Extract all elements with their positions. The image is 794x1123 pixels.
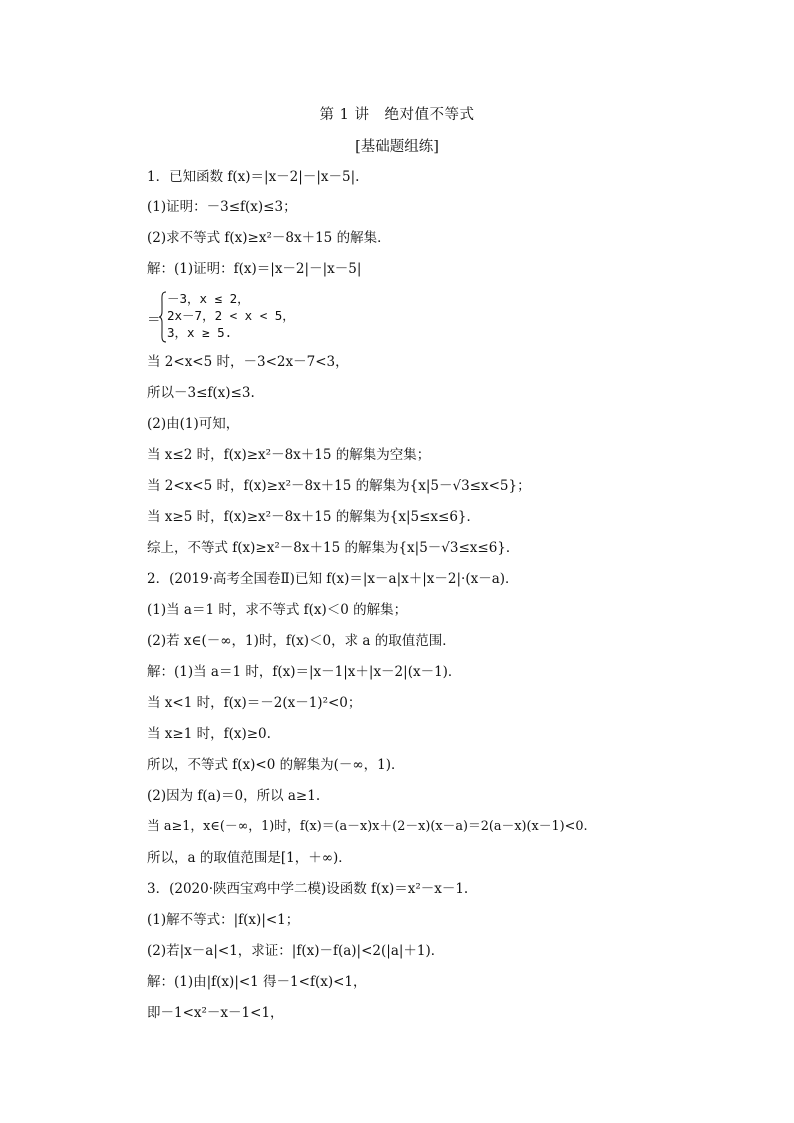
problem-1-part-2: (2)求不等式 f(x)≥x²－8x＋15 的解集． (147, 230, 391, 246)
solution-line: 当 x≤2 时，f(x)≥x²－8x＋15 的解集为空集； (147, 447, 431, 463)
problem-2-part-2: (2)若 x∈(－∞，1)时，f(x)＜0，求 a 的取值范围． (147, 633, 456, 649)
solution-line: 当 x<1 时，f(x)＝－2(x－1)²<0； (147, 695, 362, 711)
problem-1-part-1: (1)证明：－3≤f(x)≤3； (147, 199, 297, 215)
solution-line: (2)由(1)可知， (147, 416, 240, 432)
solution-1-line: 解：(1)证明：f(x)＝|x－2|－|x－5| (147, 261, 362, 277)
problem-1-statement: 1．已知函数 f(x)＝|x－2|－|x－5|. (147, 169, 360, 185)
section-subtitle: [基础题组练] (355, 139, 439, 155)
solution-line: 解：(1)由|f(x)|<1 得－1<f(x)<1， (147, 974, 367, 990)
solution-line: 当 2<x<5 时，－3<2x－7<3， (147, 354, 349, 370)
piecewise-function (147, 289, 347, 345)
solution-line: 所以，a 的取值范围是[1，＋∞)． (147, 850, 352, 866)
solution-line: 当 2<x<5 时，f(x)≥x²－8x＋15 的解集为{x|5－√3≤x<5}； (147, 478, 531, 494)
problem-2-part-1: (1)当 a＝1 时，求不等式 f(x)＜0 的解集； (147, 602, 408, 618)
problem-3-part-1: (1)解不等式：|f(x)|<1； (147, 912, 300, 928)
solution-line: 所以，不等式 f(x)<0 的解集为(－∞，1)． (147, 757, 405, 773)
left-brace-icon (158, 291, 167, 343)
piecewise-case: 2x－7，2 < x < 5， (167, 308, 295, 323)
problem-2-statement: 2．(2019·高考全国卷Ⅱ)已知 f(x)＝|x－a|x＋|x－2|·(x－a)． (147, 571, 519, 587)
solution-line: 当 x≥5 时，f(x)≥x²－8x＋15 的解集为{x|5≤x≤6}． (147, 509, 481, 525)
page-title: 第 1 讲 绝对值不等式 (319, 107, 475, 123)
piecewise-case: 3，x ≥ 5. (167, 325, 233, 340)
problem-3-statement: 3．(2020·陕西宝鸡中学二模)设函数 f(x)＝x²－x－1. (147, 881, 469, 897)
solution-line: 当 x≥1 时，f(x)≥0. (147, 726, 271, 742)
solution-line: 所以－3≤f(x)≤3. (147, 385, 255, 401)
solution-line: (2)因为 f(a)＝0，所以 a≥1. (147, 788, 321, 804)
problem-3-part-2: (2)若|x－a|<1，求证：|f(x)－f(a)|<2(|a|＋1)． (147, 943, 445, 959)
solution-line: 综上，不等式 f(x)≥x²－8x＋15 的解集为{x|5－√3≤x≤6}． (147, 540, 520, 556)
solution-line: 解：(1)当 a＝1 时，f(x)＝|x－1|x＋|x－2|(x－1)． (147, 664, 462, 680)
solution-line: 即－1<x²－x－1<1， (147, 1005, 284, 1021)
piecewise-case: －3，x ≤ 2， (167, 291, 250, 306)
solution-line: 当 a≥1，x∈(－∞，1)时，f(x)＝(a－x)x＋(2－x)(x－a)＝2(a－x)(x－1)<0. (147, 819, 588, 834)
piecewise-equals: ＝ (147, 312, 161, 328)
